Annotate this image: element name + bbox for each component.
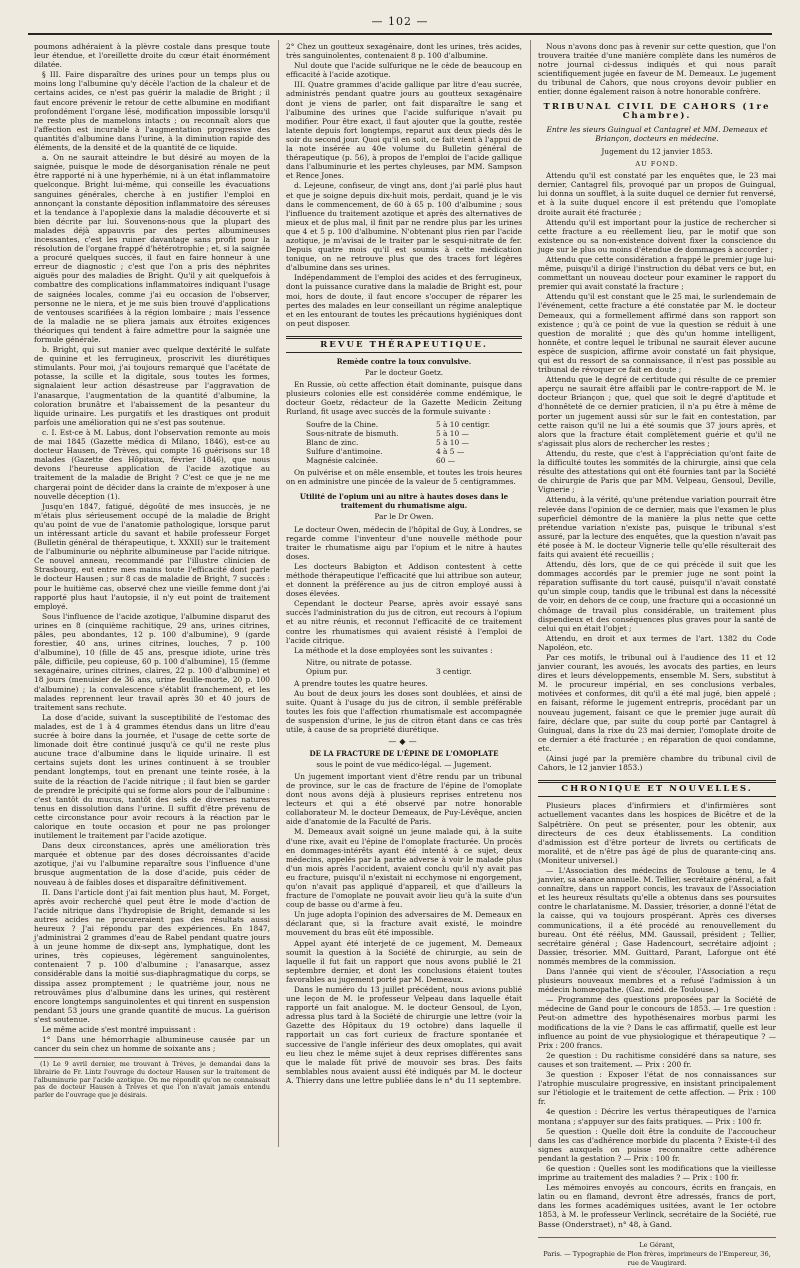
paragraph: Nous n'avons donc pas à revenir sur cette question, que l'on trouvera traitée d'une manière complète dans les numéros de notre journal ci-dessus indiqués et qui nous paraît scientifiquement jugée en faveur de M. Demeaux. Le jugement du tribunal de Cahors, que nous croyons devoir publier en entier, donne également raison à notre honorable confrère. <box>538 42 776 97</box>
formula-row <box>306 420 522 429</box>
footnote-text: (1) Le 9 avril dernier, me trouvant à Trèves, je demandai dans la librairie de Fr. Lintz l'ouvrage du docteur Hausen sur le traitement de l'albuminurie par l'acide azotique. On me répondit qu'on ne connaissait pas de docteur Hausen à Trèves et que l'on n'avait jamais entendu parler de l'ouvrage que je désirais. <box>34 1060 270 1099</box>
court-date: Jugement du 12 janvier 1853. <box>601 146 713 156</box>
formula-dose: 60 — <box>436 455 456 465</box>
formula-item: Magnésie calcinée. <box>306 455 378 465</box>
paragraph: Appel ayant été interjeté de ce jugement, M. Demeaux soumit la question à la Société de chirurgie, au sein de laquelle il fut fait un rapport que nous avons publié le 21 septembre dernier, et dont les conclusions étaient toutes favorables au jugement porté par M. Demeaux. <box>286 938 522 984</box>
paragraph: Dans deux circonstances, après une amélioration très marquée et obtenue par des doses décroissantes d'acide azotique, j'ai vu l'albumine reparaître sous l'influence d'une brusque augmentation de la dose d'acide, puis céder de nouveau à de faibles doses et disparaître définitivement. <box>34 841 270 887</box>
formula-dose: 3 centigr. <box>436 666 472 676</box>
paragraph: d. Lejeune, confiseur, de vingt ans, dont j'ai parlé plus haut et que je soigne depuis dix-huit mois, perdait, quand je le vis dans le commencement, de 60 à 65 p. 100 d'albumine ; sous l'influence du traitement azotique et après des alternatives de mieux et de plus mal, il finit par ne rendre plus par les urines que 4 et 5 p. 100 d'albumine. N'obtenant plus rien par l'acide azotique, je m'avisai de le traiter par le sesqui-nitrate de fer. Depuis quatre mois qu'il est soumis à cette médication tonique, on ne retrouve plus que des traces fort légères d'albumine dans ses urines. <box>286 181 522 273</box>
court-title: TRIBUNAL CIVIL DE CAHORS (1re Chambre). <box>543 101 771 121</box>
paragraph: Sous l'influence de l'acide azotique, l'albumine disparut des urines en 8 (cinquième rachitique, 29 ans, urines citrines, pâles, peu abondantes, 12 p. 100 d'albumine), 9 (garde forestier, 40 ans, urines citrines, louches, 7 p. 100 d'albumine), 10 (fille de 45 ans, presque idiote, urine très pâle, difficile, peu copieuse, 60 p. 100 d'albumine), 15 (femme sexagénaire, urines citrines, claires, 22 p. 100 d'albumine) et 18 jours (menuisier de 36 ans, urine feuille-morte, 20 p. 100 d'albumine) ; la convalescence s'établit franchement, et les malades reprennent leur travail après 30 et 40 jours de traitement sans rechute. <box>34 611 270 712</box>
formula-item: Blanc de zinc. <box>306 437 359 447</box>
paragraph: Attendu qu'il est constant que le 25 mai, le surlendemain de l'événement, cette fracture a été constatée par M. le docteur Demeaux, qui a formellement affirmé dans son rapport son existence ; qu'à ce point de vue la question se réduit à une question de moralité ; que dès qu'un homme intelligent, honnête, et contre lequel le tribunal ne saurait élever aucune espèce de suspicion, affirme avoir constaté un fait physique, qui est du ressort de sa connaissance, il n'est pas possible au tribunal de révoquer ce fait en doute ; <box>538 292 776 375</box>
paragraph: Le même acide s'est montré impuissant : <box>42 1025 196 1035</box>
paragraph: Au bout de deux jours les doses sont doublées, et ainsi de suite. Quant à l'usage du jus de citron, il semble préférable toutes les fois que l'affection rhumatismale est accompagnée de suspension d'urine, le jus de citron étant dans ce cas très utile, à cause de sa propriété diurétique. <box>286 689 522 735</box>
paragraph: Attendu, à la vérité, qu'une prétendue variation pourrait être relevée dans l'opinion de ce dernier, mais que l'examen le plus superficiel démontre de la manière la plus nette que cette prétendue variation n'existe pas, puisque le tribunal s'est assuré, par la lecture des enquêtes, que la question n'avait pas été posée à M. le docteur Vignerie telle qu'elle résulterait des faits qui avaient été recueillis ; <box>538 495 776 559</box>
court-label: AU FOND. <box>635 160 679 169</box>
paragraph: Jusqu'en 1847, fatigué, dégoûté de mes insuccès, je ne m'étais plus sérieusement occupé de la maladie de Bright qu'au point de vue de l'anatomie pathologique, lorsque parut un intéressant article du savant et habile professeur Forget (Bulletin général de thérapeutique, t. XXXII) sur le traitement de l'albuminurie ou néphrite albumineuse par l'acide nitrique. Ce nouvel anneau, recommandé par l'illustre clinicien de Strasbourg, eut entre mes mains toute l'efficacité dont parle le docteur Hausen ; sur 8 cas de maladie de Bright, 7 succès : pour le huitième cas, observé chez une vieille femme dont j'ai rapporté plus haut l'autopsie, il n'y eut point de traitement employé. <box>34 501 270 611</box>
article-title: Remède contre la toux convulsive. <box>336 357 472 366</box>
paragraph: 5e question : Quelle doit être la conduite de l'accoucheur dans les cas d'adhérence morbide du placenta ? Existe-t-il des signes auxquels on puisse reconnaître cette adhérence pendant la gestation ? — Prix : 100 fr. <box>538 1126 776 1163</box>
paragraph: c. I. Est-ce à M. Labus, dont l'observation remonte au mois de mai 1845 (Gazette médica di Milano, 1846), est-ce au docteur Hausen, de Trèves, qui compte 16 guérisons sur 18 malades (Gazette des Hôpitaux, février 1846), que nous devons l'heureuse application de l'acide azotique au traitement de la maladie de Bright ? C'est ce que je ne me chargerai point de décider dans la crainte de m'exposer à une nouvelle déception (1). <box>34 427 270 501</box>
formula-table <box>306 420 522 465</box>
formula-row <box>306 438 522 447</box>
article-author: Par le Dr Owen. <box>374 512 434 522</box>
article-title: Utilité de l'opium uni au nitre à hautes doses dans le traitement du rhumatisme aigu. <box>299 492 509 511</box>
article-subtitle: sous le point de vue médico-légal. — Jugement. <box>316 759 492 769</box>
paragraph: Dans l'année qui vient de s'écouler, l'Association a reçu plusieurs nouveaux membres et a refusé l'admission à un médecin homœopathe. (Gaz. méd. de Toulouse.) <box>538 967 776 995</box>
paragraph: Dans le numéro du 13 juillet précédent, nous avions publié une leçon de M. le professeur Velpeau dans laquelle était rapporté un fait analogue. M. le docteur Gensoul, de Lyon, adressa plus tard à la Société de chirurgie une lettre (voir la Gazette des Hôpitaux du 19 octobre) dans laquelle il rapportait un cas fort curieux de fracture spontanée et successive de l'angle inférieur des deux omoplates, qui avait eu lieu chez le même sujet à deux reprises différentes sans que le malade fût privé de mouvoir ses bras. Des faits semblables nous avaient aussi été indiqués par M. le docteur A. Thierry dans une lettre publiée dans le n° du 11 septembre. <box>286 985 522 1085</box>
article-author: Par le docteur Goetz. <box>364 368 444 378</box>
paragraph: Les mémoires envoyés au concours, écrits en français, en latin ou en flamand, devront être adressés, francs de port, dans les formes académiques usitées, avant le 1er octobre 1853, à M. le professeur Verlinck, secrétaire de la Société, rue Basse (Onderstraet), n° 48, à Gand. <box>538 1183 776 1229</box>
formula-row <box>306 658 522 667</box>
chronicle-title: CHRONIQUE ET NOUVELLES. <box>561 784 753 795</box>
paragraph: 6e question : Quelles sont les modifications que la vieillesse imprime au traitement des maladies ? — Prix : 100 fr. <box>538 1163 776 1183</box>
court-parties: Entre les sieurs Guingual et Cantagrel et MM. Demeaux et Briançon, docteurs en médecine. <box>546 124 768 143</box>
column-right <box>538 42 776 1267</box>
separator-ornament: —◆— <box>388 736 420 746</box>
paragraph: Un juge adopta l'opinion des adversaires de M. Demeaux en déclarant que, si la fracture avait existé, le moindre mouvement du bras eût été impossible. <box>286 910 522 938</box>
paragraph: — Programme des questions proposées par la Société de médecine de Gand pour le concours de 1853. — 1re question : Peut-on admettre des hypothèsenaires morbus parmi les modifications de la vie ? Dans le cas affirmatif, quelle est leur influence au point de vue physiologique et thérapeutique ? — Prix : 200 francs. <box>538 995 776 1050</box>
section-title: REVUE THÉRAPEUTIQUE. <box>320 339 488 350</box>
formula-dose: 5 à 10 — <box>436 428 469 438</box>
paragraph: Un jugement important vient d'être rendu par un tribunal de province, sur le cas de fracture de l'épine de l'omoplate dont nous avons déjà à plusieurs reprises entretenu nos lecteurs et qui a été observé par notre honorable collaborateur M. le docteur Demeaux, de Puy-Lévêque, ancien aide d'anatomie de la Faculté de Paris. <box>286 771 522 827</box>
paragraph: b. Bright, qui sut manier avec quelque dextérité le sulfate de quinine et les ferrugineux, proscrivit les diurétiques stimulants. Pour moi, j'ai toujours remarqué que l'acétate de potasse, la scille et la digitale, sous toutes les formes, signalaient leur action désastreuse par l'aggravation de l'anasarque, l'augmentation de la quantité d'albumine, la coloration brunâtre et l'abaissement de la pesanteur du liquide urinaire. Les purgatifs et les drastiques ont produit parfois une amélioration qui ne s'est pas soutenue. <box>34 345 270 427</box>
paragraph: La dose d'acide, suivant la susceptibilité de l'estomac des malades, est de 1 à 4 grammes étendus dans un litre d'eau sucrée à boire dans la journée, et l'usage de cette sorte de limonade doit être continué jusqu'à ce qu'il ne reste plus aucune trace d'albumine dans le liquide urinaire. Il est certains sujets dont les urines continuent à se troubler pendant longtemps, tout en prenant une teinte rosée, à la suite de la réaction de l'acide nitrique ; il faut bien se garder de prendre le précipité qui se forme alors pour de l'albumine : c'est tantôt du mucus, tantôt des sels de diverses natures tenus en dissolution dans l'urine. Il suffit d'être prévenu de cette circonstance pour avoir recours à la réaction par le calorique en toute occasion et pour ne pas prolonger inutilement le traitement par l'acide azotique. <box>34 712 270 841</box>
paragraph: Attendu que le degré de certitude qui résulte de ce premier aperçu ne saurait être affaibli par le contre-rapport de M. le docteur Briançon ; que, quel que soit le degré d'aptitude et d'honnêteté de ce dernier praticien, il n'a pu être à même de porter un jugement aussi sûr sur le fait en contestation, par cette raison qu'il ne lui a été soumis que 37 jours après, et alors que la fracture était complètement guérie et qu'il ne s'agissait plus alors de rechercher les restes ; <box>538 375 776 448</box>
paragraph: 1° Dans une hémorrhagie albumineuse causée par un cancer du sein chez un homme de soixante ans ; <box>34 1035 270 1054</box>
paragraph: M. Demeaux avait soigné un jeune malade qui, à la suite d'une rixe, avait eu l'épine de l'omoplate fracturée. Un procès en dommages-intérêts ayant été intenté à ce sujet, deux médecins, appelés par la partie adverse à voir le malade plus d'un mois après l'accident, avaient conclu qu'il n'y avait pas eu fracture, puisqu'il n'existait ni ecchymose ni engorgement, qu'on n'avait pas appliqué d'appareil, et que d'ailleurs la fracture de l'omoplate ne pouvait avoir lieu qu'à la suite d'un coup de basse ou d'arme à feu. <box>286 827 522 910</box>
formula-item: Opium pur. <box>306 666 348 676</box>
paragraph: On pulvérise et on mêle ensemble, et toutes les trois heures on en administre une pincée de la valeur de 5 centigrammes. <box>286 468 522 487</box>
paragraph: II. Dans l'article dont j'ai fait mention plus haut, M. Forget, après avoir recherché quel peut être le mode d'action de l'acide nitrique dans l'hydropisie de Bright, demande si les autres acides ne procureraient pas des résultats aussi heureux ? J'ai répondu par des expériences. En 1847, j'administrai 2 grammes d'eau de Rabel pendant quatre jours à un jeune homme de dix-sept ans, lymphatique, dont les urines, très copieuses, légèrement sanguinolentes, contenaient 7 p. 100 d'albumine ; l'anasarque, assez considérable dans la moitié sus-diaphragmatique du corps, se dissipa assez promptement ; le quatrième jour, nous ne retrouvâmes plus d'albumine dans les urines, qui restèrent encore longtemps sanguinolentes et qui tinrent en suspension pendant 53 jours une grande quantité de mucus. La guérison s'est soutenue. <box>34 887 270 1024</box>
paragraph: Indépendamment de l'emploi des acides et des ferrugineux, dont la puissance curative dans la maladie de Bright est, pour moi, hors de doute, il faut encore s'occuper de réparer les pertes des malades en leur conseillant un régime analeptique et en les entourant de toutes les précautions hygiéniques dont on peut disposer. <box>286 273 522 328</box>
formula-row <box>306 456 522 465</box>
formula-item: Sulfure d'antimoine. <box>306 446 383 456</box>
paragraph: Plusieurs places d'infirmiers et d'infirmières sont actuellement vacantes dans les hospices de Bicêtre et de la Salpêtrière. On peut se présenter, pour les obtenir, aux directeurs de ces deux établissements. La condition d'admission est d'être porteur de livrets ou certificats de moralité, et de n'être pas âgé de plus de quarante-cinq ans. (Moniteur universel.) <box>538 801 776 865</box>
formula-item: Soufre de la Chine. <box>306 419 379 429</box>
formula-row <box>306 447 522 456</box>
paragraph: Attendu que cette considération a frappé le premier juge lui-même, puisqu'il a dirigé l'instruction du débat vers ce but, en commettant un nouveau docteur pour examiner le rapport du premier qui avait constaté la fracture ; <box>538 254 776 292</box>
imprint <box>538 1237 776 1268</box>
formula-dose <box>436 658 506 667</box>
column-divider <box>530 40 531 1147</box>
footnote <box>34 1057 270 1099</box>
formula-item: Sous-nitrate de bismuth. <box>306 428 399 438</box>
paragraph: 4e question : Décrire les vertus thérapeutiques de l'arnica montana ; s'appuyer sur des faits pratiques. — Prix : 100 fr. <box>538 1107 776 1126</box>
paragraph: 2° Chez un goutteux sexagénaire, dont les urines, très acides, très sanguinolentes, contenaient 8 p. 100 d'albumine. <box>286 42 522 61</box>
paragraph: Le docteur Owen, médecin de l'hôpital de Guy, à Londres, se regarde comme l'inventeur d'une nouvelle méthode pour traiter le rhumatisme aigu par l'opium et le nitre à hautes doses. <box>286 524 522 561</box>
paragraph: Attendu qu'il est important pour la justice de rechercher si cette fracture a eu réellement lieu, par le motif que son existence ou sa non-existence doivent fixer la conscience du juge sur le plus ou moins d'étendue de dommages à accorder ; <box>538 217 776 254</box>
paragraph: 2e question : Du rachitisme considéré dans sa nature, ses causes et son traitement. — Prix : 200 fr. <box>538 1050 776 1069</box>
paragraph: — L'Association des médecins de Toulouse a tenu, le 4 janvier, sa séance annuelle. M. Tellier, secrétaire général, a fait connaître, dans un rapport concis, les travaux de l'Association et les heureux résultats qu'elle a obtenus dans ses poursuites contre le charlatanisme. M. Dassier, trésorier, a donné l'état de la caisse, qui va toujours prospérant. Après ces diverses communications, il a été procédé au renouvellement du bureau. Ont été réélus, MM. Gaussail, président ; Tellier, secrétaire général ; Gase Hadencourt, secrétaire adjoint ; Dassier, trésorier. MM. Guittard, Parant, Laforgue ont été nommés membres de la commission. <box>538 865 776 966</box>
article-title: DE LA FRACTURE DE L'ÉPINE DE L'OMOPLATE <box>309 748 499 758</box>
paragraph: Les docteurs Babigton et Addison contestent à cette méthode thérapeutique l'efficacité que lui attribue son auteur, et donnent la préférence au jus de citron employé aussi à doses élevées. <box>286 561 522 599</box>
formula-row <box>306 429 522 438</box>
column-divider <box>278 40 279 1147</box>
formula-dose: 5 à 10 centigr. <box>436 419 490 429</box>
paragraph: III. Quatre grammes d'acide gallique par litre d'eau sucrée, administrés pendant quatre jours au goutteux sexagénaire dont je viens de parler, ont fait disparaître le sang et l'albumine des urines que l'acide sulfurique n'avait pu modifier. Pour être exact, il faut ajouter que la goutte, restée latente depuis fort longtemps, reparut aux deux pieds dès le soir du second jour. Quoi qu'il en soit, ce fait vient à l'appui de la note insérée au 40e volume du Bulletin général de thérapeutique (p. 56), à propos de l'emploi de l'acide gallique dans l'albuminurie et les pertes chyleuses, par MM. Sampson et Rence Jones. <box>286 80 522 181</box>
paragraph: Attendu, dès lors, que de ce qui précède il suit que les dommages accordés par le premier juge ne sont point la réparation suffisante du tort causé, puisqu'il n'avait constaté qu'un simple coup, tandis que le tribunal est dans la nécessité de voir, en dehors de ce coup, une fracture qui a occasionné un chômage de travail plus considérable, un traitement plus dispendieux et des conséquences plus graves pour la santé de celui qui en était l'objet ; <box>538 560 776 633</box>
paragraph: 3e question : Exposer l'état de nos connaissances sur l'atrophie musculaire progressive, en insistant principalement sur l'étiologie et le traitement de cette affection. — Prix : 100 fr. <box>538 1070 776 1107</box>
formula-dose: 4 à 5 — <box>436 446 465 456</box>
paragraph: a. On ne saurait atteindre le but désiré au moyen de la saignée, puisque le mode de désorganisation rénale ne peut être rapporté ni à une hyperhémie, ni à un état inflammatoire quelconque. Bright lui-même, qui conseille les évacuations sanguines générales, cherche à en justifier l'emploi en annonçant la constante déposition inflammatoire des séreuses et la tendance à l'apoplexie dans la maladie découverte et si bien décrite par lui. Souvenons-nous que la plupart des malades déjà appauvris par des pertes albumineuses incessantes, c'est les ruiner davantage sans profit pour la résolution de l'organe frappé d'hétérotrophie ; et, si la saignée a procuré quelques succès, il faut en faire honneur à une erreur de diagnostic ; c'est que l'on a pris des néphrites aiguës pour des maladies de Bright. Qu'il y ait quelquefois à combattre des complications inflammatoires indiquant l'usage de saignées locales, comme j'ai eu occasion de l'observer, personne ne le niera, et je me suis bien trouvé d'applications de ventouses scarifiées à la région lombaire ; mais l'essence de la maladie ne se pliera jamais aux étroites exigences théoriques qui tendent à faire admettre pour la saignée une formule générale. <box>34 153 270 344</box>
formula-item: Nitre, ou nitrate de potasse. <box>306 657 413 667</box>
paragraph: poumons adhéraient à la plèvre costale dans presque toute leur étendue, et l'oreillette droite du cœur était énormément dilatée. <box>34 42 270 70</box>
paragraph: Attendu, du reste, que c'est à l'appréciation qu'ont faite de la difficulté toutes les sommités de la chirurgie, ainsi que cela résulte des attestations qui ont été fournies tant par la Société de chirurgie de Paris que par MM. Velpeau, Gensoul, Deville, Vignerie ; <box>538 448 776 495</box>
header-rule <box>28 33 772 35</box>
paragraph: Nul doute que l'acide sulfurique ne le cède de beaucoup en efficacité à l'acide azotique. <box>286 61 522 80</box>
column-left <box>34 42 270 1147</box>
formula-dose: 5 à 10 — <box>436 437 469 447</box>
paragraph: Attendu qu'il est constaté par les enquêtes que, le 23 mai dernier, Cantagrel fils, provoqué par un propos de Guingual, lui donna un soufflet, à la suite duquel ce dernier fut renversé, et à la suite duquel encore il est prétendu que l'omoplate droite aurait été fracturée ; <box>538 171 776 217</box>
paragraph: § III. Faire disparaître des urines pour un temps plus ou moins long l'albumine qu'y décèle l'action de la chaleur et de certains acides, ce n'est pas guérir la maladie de Bright ; il faut encore prévenir le retour de cette albumine en modifiant profondément l'organe lésé, modification impossible lorsqu'il ne reste plus de mamelons intacts ; ou reconnaît alors que l'affection est incurable à l'augmentation progressive des quantités d'albumine dans l'urine, à la diminution rapide des éléments, de la densité et de la quantité de ce liquide. <box>34 70 270 153</box>
printer-line: Paris. — Typographie de Plon frères, imprimeurs de l'Empereur, 36, rue de Vaugirard. <box>543 1249 771 1267</box>
section-heading-box <box>538 780 776 797</box>
column-middle <box>286 42 522 1147</box>
paragraph: La méthode et la dose employées sont les suivantes : <box>294 645 493 655</box>
paragraph: A prendre toutes les quatre heures. <box>294 679 428 688</box>
formula-table <box>306 658 522 676</box>
formula-row <box>306 667 522 676</box>
gerant-label: Le Gérant, <box>639 1240 675 1249</box>
paragraph: Attendu, en droit et aux termes de l'art. 1382 du Code Napoléon, etc. <box>538 633 776 652</box>
paragraph: Cependant le docteur Pearse, après avoir essayé sans succès l'administration du jus de citron, eut recours à l'opium et au nitre réunis, et reconnut l'efficacité de ce traitement contre les rhumatismes qui avaient résisté à l'emploi de l'acide citrique. <box>286 599 522 645</box>
paragraph: (Ainsi jugé par la première chambre du tribunal civil de Cahors, le 12 janvier 1853.) <box>538 754 776 773</box>
paragraph: En Russie, où cette affection était dominante, puisque dans plusieurs colonies elle est considérée comme endémique, le docteur Goetz, rédacteur de la Gazette Medicin Zeitung Rurland, fit usage avec succès de la formule suivante : <box>286 380 522 417</box>
paragraph: Par ces motifs, le tribunal ouï à l'audience des 11 et 12 janvier courant, les avoués, les avocats des parties, en leurs dires et leurs développements, ensemble M. Sers, substitut à M. le procureur impérial, en ses conclusions verbales, motivées et conformes, dit qu'il a été mal jugé, bien appelé ; en faisant, réforme le jugement entrepris, procédant par un nouveau jugement, faisant ce que le premier juge aurait dû faire, déclare que, par suite du coup porté par Cantagrel à Guingual, dans la rixe du 23 mai dernier, l'omoplate droite de ce dernier a été fracturée ; en réparation de quoi condamne, etc. <box>538 653 776 753</box>
page-number: — 102 — <box>371 15 429 28</box>
section-heading-box <box>286 336 522 353</box>
